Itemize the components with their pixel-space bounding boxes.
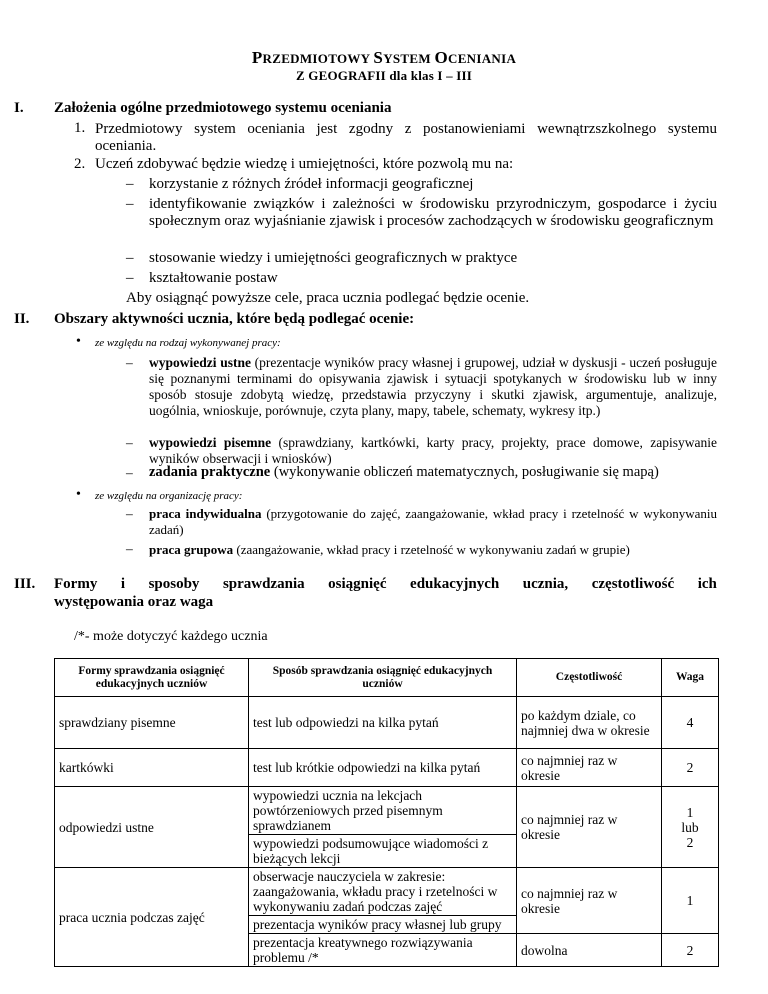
footnote-marker: /*- może dotyczyć każdego ucznia	[74, 629, 268, 644]
dash-icon: –	[126, 250, 134, 266]
cell-method: obserwacje nauczyciela w zakresie: zaangażowania, wkładu pracy i rzetelności w wykonywaniu zadań podczas zajęć	[249, 868, 517, 916]
dash-icon: –	[126, 541, 133, 556]
point-1-text: Przedmiotowy system oceniania jest zgodny z postanowieniami wewnątrzszkolnego systemu oceniania.	[95, 121, 717, 154]
bullet-label: ze względu na organizację pracy:	[95, 490, 243, 502]
cell-method: test lub odpowiedzi na kilka pytań	[249, 697, 517, 749]
section-1-heading: Założenia ogólne przedmiotowego systemu oceniania	[54, 100, 392, 116]
section-1-number: I.	[14, 100, 24, 116]
document-title: PRZEDMIOTOWY SYSTEM OCENIANIA	[251, 48, 517, 67]
point-2-text: Uczeń zdobywać będzie wiedzę i umiejętności, które pozwolą mu na:	[95, 156, 514, 172]
cell-weight: 2	[662, 934, 719, 967]
cell-frequency: po każdym dziale, co najmniej dwa w okresie	[517, 697, 662, 749]
point-1-number: 1.	[74, 120, 86, 136]
cell-method: prezentacja kreatywnego rozwiązywania problemu /*	[249, 934, 517, 967]
grading-table	[54, 658, 719, 967]
list-item: identyfikowanie związków i zależności w środowisku przyrodniczym, gospodarce i życiu społecznym oraz wyjaśnianie zjawisk i procesów zachodzących w środowisku geograficznym	[149, 196, 717, 229]
cell-frequency: co najmniej raz w okresie	[517, 787, 662, 868]
cell-form: sprawdziany pisemne	[55, 697, 249, 749]
table-row	[55, 697, 719, 749]
cell-method: wypowiedzi ucznia na lekcjach powtórzeniowych przed pisemnym sprawdzianem	[249, 787, 517, 835]
cell-frequency: co najmniej raz w okresie	[517, 749, 662, 787]
section-2-number: II.	[14, 311, 30, 327]
header-method: Sposób sprawdzania osiągnięć edukacyjnych uczniów	[249, 659, 517, 697]
point-2-number: 2.	[74, 156, 86, 172]
section-1-closing: Aby osiągnąć powyższe cele, praca ucznia podlegać będzie ocenie.	[126, 290, 530, 306]
cell-weight: 2	[662, 749, 719, 787]
bullet-icon: •	[76, 334, 81, 349]
dash-icon: –	[126, 196, 134, 212]
header-weight: Waga	[662, 659, 719, 697]
table-row	[55, 749, 719, 787]
header-forms: Formy sprawdzania osiągnięć edukacyjnych uczniów	[55, 659, 249, 697]
table-header-row	[55, 659, 719, 697]
section-3-number: III.	[14, 576, 36, 592]
list-item: korzystanie z różnych źródeł informacji geograficznej	[149, 176, 474, 192]
activity-item: wypowiedzi pisemne (sprawdziany, kartkówki, karty pracy, projekty, prace domowe, zapisywanie wyników obserwacji i wniosków)	[149, 435, 718, 466]
table-row	[55, 868, 719, 916]
cell-method: prezentacja wyników pracy własnej lub grupy	[249, 916, 517, 934]
section-2-heading: Obszary aktywności ucznia, które będą podlegać ocenie:	[54, 311, 415, 327]
cell-method: test lub krótkie odpowiedzi na kilka pytań	[249, 749, 517, 787]
header-frequency: Częstotliwość	[517, 659, 662, 697]
dash-icon: –	[126, 506, 133, 521]
activity-item: wypowiedzi ustne (prezentacje wyników pracy własnej i grupowej, udział w dyskusji - uczeń posługuje się poznanymi terminami do opisywania zjawisk i sytuacji spotykanych w środowisku lub w inny sposób stosuje zdobytą wiedzę, przedstawia przyczyny i skutki zjawisk, argumentuje, analizuje, uogólnia, wnioskuje, porównuje, czyta plany, mapy, tabele, schematy, wykresy itp.)	[149, 355, 717, 418]
cell-method: wypowiedzi podsumowujące wiadomości z bieżących lekcji	[249, 835, 517, 868]
activity-item: zadania praktyczne (wykonywanie obliczeń matematycznych, posługiwanie się mapą)	[149, 464, 659, 480]
cell-form: praca ucznia podczas zajęć	[55, 868, 249, 967]
cell-frequency: co najmniej raz w okresie	[517, 868, 662, 934]
cell-form: odpowiedzi ustne	[55, 787, 249, 868]
dash-icon: –	[126, 435, 133, 450]
bullet-icon: •	[76, 487, 81, 502]
bullet-label: ze względu na rodzaj wykonywanej pracy:	[95, 337, 281, 349]
list-item: stosowanie wiedzy i umiejętności geograficznych w praktyce	[149, 250, 518, 266]
section-3-heading: Formy i sposoby sprawdzania osiągnięć edukacyjnych ucznia, częstotliwość ich	[54, 576, 717, 592]
document-subtitle: Z GEOGRAFII dla klas I – III	[295, 68, 473, 83]
table-row	[55, 787, 719, 835]
dash-icon: –	[126, 270, 134, 286]
list-item: kształtowanie postaw	[149, 270, 278, 286]
section-3-heading-cont: występowania oraz waga	[54, 594, 214, 610]
cell-frequency: dowolna	[517, 934, 662, 967]
dash-icon: –	[126, 465, 133, 480]
cell-weight: 1 lub 2	[662, 787, 719, 868]
dash-icon: –	[126, 176, 134, 192]
cell-weight: 4	[662, 697, 719, 749]
cell-weight: 1	[662, 868, 719, 934]
activity-item: praca grupowa (zaangażowanie, wkład pracy i rzetelność w wykonywaniu zadań w grupie)	[149, 542, 630, 557]
activity-item: praca indywidualna (przygotowanie do zajęć, zaangażowanie, wkład pracy i rzetelność w wykonywaniu zadań)	[149, 506, 717, 537]
cell-form: kartkówki	[55, 749, 249, 787]
dash-icon: –	[126, 355, 133, 370]
